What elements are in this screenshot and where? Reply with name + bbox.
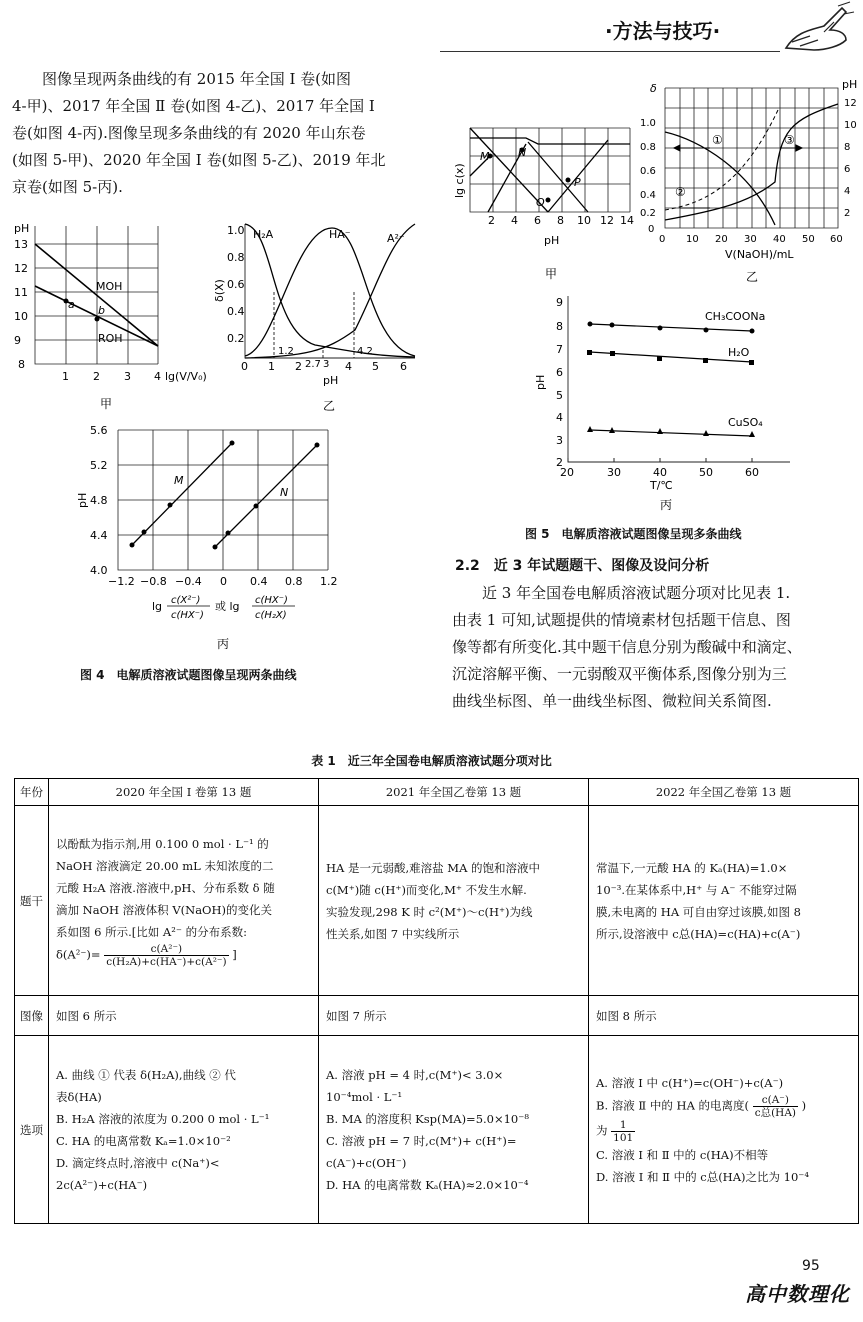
svg-text:4.0: 4.0 — [90, 564, 108, 577]
figure-2020: 如图 6 所示 — [49, 996, 319, 1036]
svg-text:9: 9 — [556, 296, 563, 309]
svg-text:13: 13 — [14, 238, 28, 251]
svg-text:30: 30 — [607, 466, 621, 479]
svg-text:6: 6 — [400, 360, 407, 373]
svg-text:5: 5 — [372, 360, 379, 373]
svg-text:50: 50 — [699, 466, 713, 479]
svg-text:0.2: 0.2 — [227, 332, 245, 345]
svg-text:pH: pH — [842, 78, 858, 91]
svg-text:②: ② — [675, 185, 686, 199]
svg-text:4: 4 — [511, 214, 518, 227]
svg-text:H₂O: H₂O — [728, 346, 750, 359]
svg-text:MOH: MOH — [96, 280, 123, 293]
fig5-yi-chart — [640, 70, 860, 285]
svg-text:4: 4 — [556, 411, 563, 424]
svg-text:丙: 丙 — [660, 498, 673, 512]
fig4-jia-chart — [10, 222, 220, 412]
options-2022: A. 溶液 Ⅰ 中 c(H⁺)=c(OH⁻)+c(A⁻) B. 溶液 Ⅱ 中的 HA 的电离度( $\frac{c(A^-)}{\text{c总(HA)}}$ ) 为 $\frac{1}{101}$ C. 溶液 Ⅰ 和 Ⅱ 中的 c(HA)不相等 D. 溶液 Ⅰ 和 Ⅱ 中的 c总(HA)之比为 10⁻⁴ — [589, 1036, 859, 1224]
fig5-bing-chart — [530, 290, 800, 515]
svg-text:HA⁻: HA⁻ — [329, 228, 351, 241]
svg-text:c(X²⁻): c(X²⁻) — [171, 595, 201, 606]
svg-text:N: N — [280, 486, 289, 499]
svg-text:2: 2 — [295, 360, 302, 373]
row-label-stem: 题干 — [15, 806, 49, 996]
svg-text:0: 0 — [648, 224, 655, 235]
svg-text:pH: pH — [534, 374, 547, 390]
header-rule — [440, 51, 780, 52]
svg-text:60: 60 — [745, 466, 759, 479]
svg-text:a: a — [68, 298, 75, 311]
svg-text:ROH: ROH — [98, 332, 123, 345]
svg-text:c(H₂X): c(H₂X) — [255, 610, 287, 621]
stem-2020: 以酚酞为指示剂,用 0.100 0 mol · L⁻¹ 的 NaOH 溶液滴定 20.00 mL 未知浓度的二 元酸 H₂A 溶液.溶液中,pH、分布系数 δ 随 滴加 NaOH 溶液体积 V(NaOH)的变化关 系如图 6 所示.[比如 A²⁻ 的分布系数: δ(A²⁻)= $\frac{\text{c(A²⁻)}}{\text{c(H₂A)+c(HA⁻)+c(A²⁻)}}$ ] — [49, 806, 319, 996]
svg-text:H₂A: H₂A — [253, 228, 274, 241]
svg-text:甲: 甲 — [545, 267, 558, 281]
page-number: 95 — [802, 1258, 820, 1274]
svg-text:A²⁻: A²⁻ — [387, 232, 405, 245]
svg-text:12: 12 — [600, 214, 614, 227]
table-caption: 表 1 近三年全国卷电解质溶液试题分项对比 — [311, 754, 552, 768]
header-year: 年份 — [15, 779, 49, 806]
svg-text:40: 40 — [653, 466, 667, 479]
svg-text:pH: pH — [14, 222, 30, 235]
svg-text:δ(X): δ(X) — [213, 279, 226, 302]
svg-text:2: 2 — [93, 370, 100, 383]
svg-text:5: 5 — [556, 389, 563, 402]
svg-text:−1.2: −1.2 — [108, 575, 135, 588]
svg-text:1.0: 1.0 — [640, 118, 656, 129]
fig4-caption: 图 4 电解质溶液试题图像呈现两条曲线 — [80, 668, 297, 682]
svg-text:V(NaOH)/mL: V(NaOH)/mL — [725, 248, 794, 261]
journal-logo: 高中数理化 — [745, 1282, 850, 1306]
header-2020: 2020 年全国 Ⅰ 卷第 13 题 — [49, 779, 319, 806]
fig4-bing-chart — [70, 420, 360, 655]
svg-text:−0.4: −0.4 — [175, 575, 202, 588]
intro-paragraph: 图像呈现两条曲线的有 2015 年全国 Ⅰ 卷(如图 4-甲)、2017 年全国 Ⅱ 卷(如图 4-乙)、2017 年全国 Ⅰ 卷(如图 4-丙).图像呈现多条曲线的有 2020 年山东卷 (如图 5-甲)、2020 年全国 Ⅰ 卷(如图 5-乙)、2019 年北 京卷(如图 5-丙). — [12, 70, 386, 196]
stem-2022: 常温下,一元酸 HA 的 Kₐ(HA)=1.0× 10⁻³.在某体系中,H⁺ 与 A⁻ 不能穿过隔 膜,未电离的 HA 可自由穿过该膜,如图 8 所示,设溶液中 c总(HA)=c(HA)+c(A⁻) — [589, 806, 859, 996]
svg-text:20: 20 — [560, 466, 574, 479]
comparison-table — [14, 778, 859, 1224]
svg-text:4.2: 4.2 — [357, 346, 373, 357]
svg-text:20: 20 — [715, 234, 728, 245]
section-heading: 2.2 近 3 年试题题干、图像及设问分析 — [455, 558, 710, 574]
svg-text:乙: 乙 — [323, 399, 336, 413]
svg-text:0.6: 0.6 — [640, 166, 656, 177]
svg-text:8: 8 — [18, 358, 25, 371]
svg-text:1: 1 — [268, 360, 275, 373]
figure-2022: 如图 8 所示 — [589, 996, 859, 1036]
fig4-yi-chart — [215, 220, 425, 415]
svg-text:M: M — [480, 150, 490, 163]
svg-text:1.0: 1.0 — [227, 224, 245, 237]
header-2021: 2021 年全国乙卷第 13 题 — [319, 779, 589, 806]
svg-text:6: 6 — [534, 214, 541, 227]
distribution-formula: δ(A²⁻)= $\frac{\text{c(A²⁻)}}{\text{c(H₂A)+c(HA⁻)+c(A²⁻)}}$ ] — [56, 943, 237, 968]
svg-text:0.8: 0.8 — [285, 575, 303, 588]
svg-text:−0.8: −0.8 — [140, 575, 167, 588]
svg-text:M: M — [174, 474, 184, 487]
svg-text:pH: pH — [76, 492, 89, 508]
svg-text:CuSO₄: CuSO₄ — [728, 416, 763, 429]
svg-text:0.8: 0.8 — [227, 251, 245, 264]
svg-text:2: 2 — [844, 208, 851, 219]
svg-text:5.2: 5.2 — [90, 459, 108, 472]
svg-text:8: 8 — [844, 142, 851, 153]
header-title: ·方法与技巧· — [605, 19, 721, 43]
svg-text:30: 30 — [744, 234, 757, 245]
fig5-jia-chart — [448, 120, 638, 280]
table-row-options — [15, 1036, 859, 1224]
svg-text:4: 4 — [345, 360, 352, 373]
svg-text:lg: lg — [152, 600, 163, 613]
options-2021: A. 溶液 pH = 4 时,c(M⁺)< 3.0× 10⁻⁴mol · L⁻¹ B. MA 的溶度积 Ksp(MA)=5.0×10⁻⁸ C. 溶液 pH = 7 时,c(M⁺)+ c(H⁺)= c(A⁻)+c(OH⁻) D. HA 的电离常数 Kₐ(HA)≈2.0×10⁻⁴ — [319, 1036, 589, 1224]
svg-text:9: 9 — [14, 334, 21, 347]
svg-text:0: 0 — [220, 575, 227, 588]
svg-text:0.4: 0.4 — [640, 190, 656, 201]
svg-text:3: 3 — [556, 434, 563, 447]
header-2022: 2022 年全国乙卷第 13 题 — [589, 779, 859, 806]
svg-text:50: 50 — [802, 234, 815, 245]
options-2020: A. 曲线 ① 代表 δ(H₂A),曲线 ② 代 表δ(HA) B. H₂A 溶液的浓度为 0.200 0 mol · L⁻¹ C. HA 的电离常数 Kₐ=1.0×10⁻² D. 滴定终点时,溶液中 c(Na⁺)< 2c(A²⁻)+c(HA⁻) — [49, 1036, 319, 1224]
table-row-stem — [15, 806, 859, 996]
svg-text:40: 40 — [773, 234, 786, 245]
svg-text:①: ① — [712, 133, 723, 147]
svg-text:2: 2 — [488, 214, 495, 227]
header-hand-icon — [780, 2, 855, 54]
svg-text:4.4: 4.4 — [90, 529, 108, 542]
svg-text:T/℃: T/℃ — [650, 479, 673, 492]
row-label-options: 选项 — [15, 1036, 49, 1224]
svg-text:0.4: 0.4 — [250, 575, 268, 588]
svg-text:10: 10 — [14, 310, 28, 323]
svg-text:6: 6 — [844, 164, 851, 175]
svg-text:1: 1 — [62, 370, 69, 383]
svg-text:8: 8 — [556, 320, 563, 333]
svg-text:6: 6 — [556, 366, 563, 379]
svg-text:10: 10 — [844, 120, 857, 131]
svg-text:或 lg: 或 lg — [215, 600, 240, 613]
svg-text:N: N — [518, 146, 527, 159]
svg-text:甲: 甲 — [100, 397, 113, 411]
svg-text:0: 0 — [659, 234, 666, 245]
svg-text:5.6: 5.6 — [90, 424, 108, 437]
svg-text:c(HX⁻): c(HX⁻) — [171, 610, 204, 621]
svg-text:4: 4 — [844, 186, 851, 197]
svg-text:4.8: 4.8 — [90, 494, 108, 507]
svg-text:乙: 乙 — [746, 270, 759, 284]
table-row-figure — [15, 996, 859, 1036]
svg-text:10: 10 — [686, 234, 699, 245]
stem-2021: HA 是一元弱酸,难溶盐 MA 的饱和溶液中 c(M⁺)随 c(H⁺)而变化,M⁺ 不发生水解. 实验发现,298 K 时 c²(M⁺)～c(H⁺)为线 性关系,如图 7 中实线所示 — [319, 806, 589, 996]
svg-text:3: 3 — [323, 359, 330, 370]
svg-text:0: 0 — [241, 360, 248, 373]
svg-text:0.2: 0.2 — [640, 208, 656, 219]
figure-2021: 如图 7 所示 — [319, 996, 589, 1036]
svg-text:4: 4 — [154, 370, 161, 383]
svg-text:lg c(x): lg c(x) — [453, 163, 466, 198]
svg-text:c(HX⁻): c(HX⁻) — [255, 595, 288, 606]
comparison-table-wrap — [14, 778, 859, 1224]
svg-text:丙: 丙 — [217, 637, 230, 651]
table-header-row — [15, 779, 859, 806]
svg-text:0.6: 0.6 — [227, 278, 245, 291]
svg-text:CH₃COONa: CH₃COONa — [705, 310, 766, 323]
svg-text:8: 8 — [557, 214, 564, 227]
fig5-caption: 图 5 电解质溶液试题图像呈现多条曲线 — [525, 527, 742, 541]
svg-text:P: P — [574, 176, 581, 189]
svg-text:O: O — [536, 196, 545, 209]
svg-text:12: 12 — [844, 98, 857, 109]
svg-text:0.4: 0.4 — [227, 305, 245, 318]
analysis-paragraph: 近 3 年全国卷电解质溶液试题分项对比见表 1. 由表 1 可知,试题提供的情境素材包括题干信息、图 像等都有所变化.其中题干信息分别为酸碱中和滴定、 沉淀溶解平衡、一元弱酸双平衡体系,图像分别为三 曲线坐标图、单一曲线坐标图、微粒间关系简图. — [452, 584, 802, 710]
svg-text:60: 60 — [830, 234, 843, 245]
svg-text:3: 3 — [124, 370, 131, 383]
svg-text:b: b — [98, 304, 105, 317]
row-label-figure: 图像 — [15, 996, 49, 1036]
svg-text:14: 14 — [620, 214, 634, 227]
svg-text:pH: pH — [323, 374, 339, 387]
svg-text:11: 11 — [14, 286, 28, 299]
svg-text:2.7: 2.7 — [305, 359, 321, 370]
svg-text:lg(V/V₀): lg(V/V₀) — [165, 370, 207, 383]
svg-text:1.2: 1.2 — [320, 575, 338, 588]
svg-text:7: 7 — [556, 343, 563, 356]
svg-text:③: ③ — [784, 133, 795, 147]
svg-text:δ: δ — [650, 82, 657, 95]
svg-text:1.2: 1.2 — [278, 346, 294, 357]
svg-text:10: 10 — [577, 214, 591, 227]
svg-text:2: 2 — [556, 456, 563, 469]
svg-text:pH: pH — [544, 234, 560, 247]
svg-text:12: 12 — [14, 262, 28, 275]
svg-text:0.8: 0.8 — [640, 142, 656, 153]
